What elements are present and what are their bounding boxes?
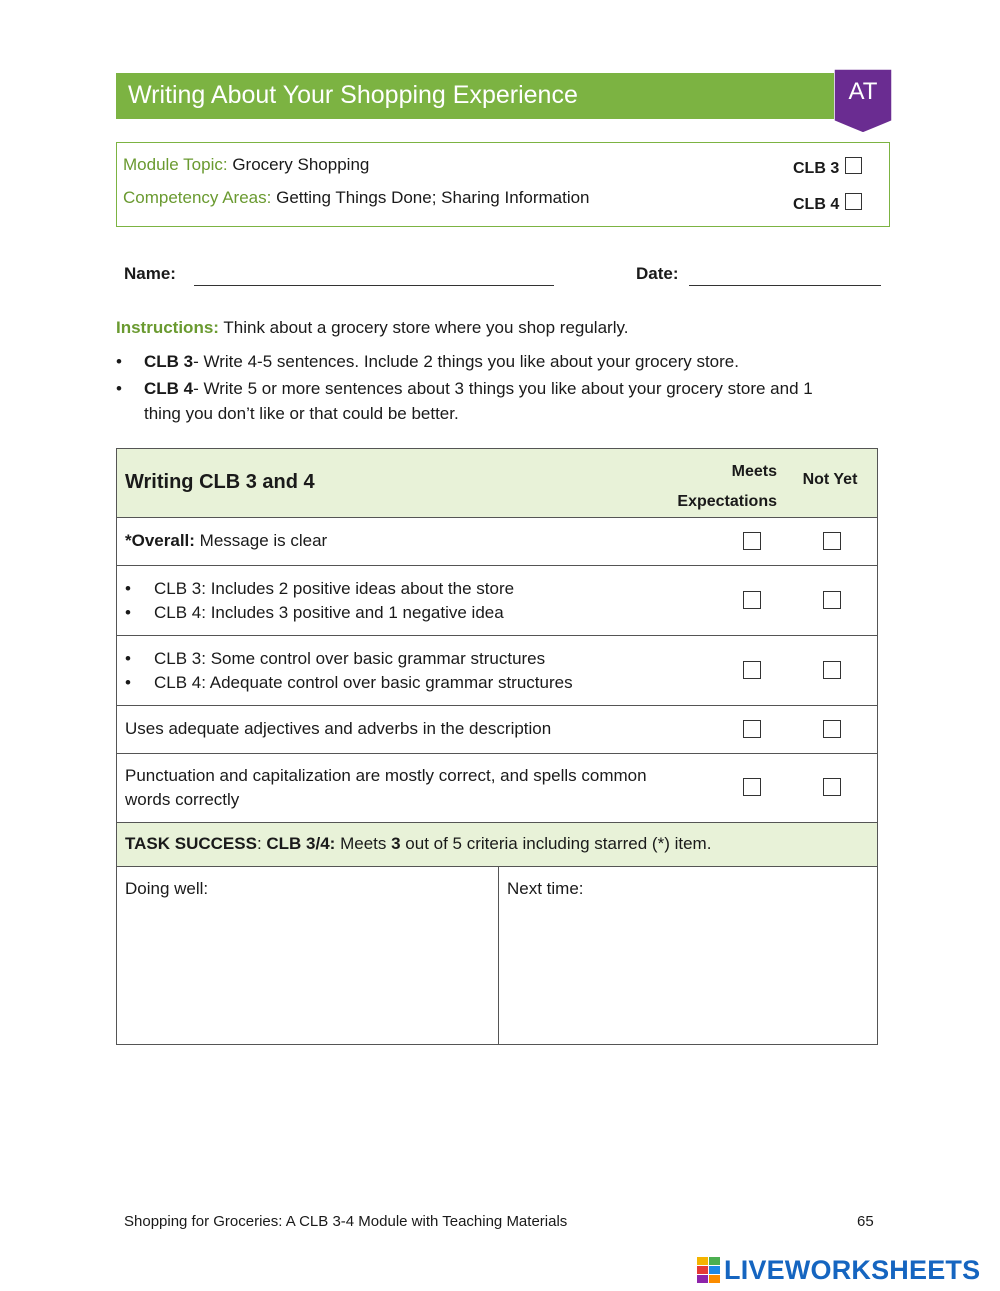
meets-checkbox[interactable] (743, 661, 761, 679)
col-meets-expectations: Meets Expectations (677, 463, 777, 510)
criterion-grammar: • CLB 3: Some control over basic grammar structures • CLB 4: Adequate control over basic grammar structures (125, 649, 573, 692)
clb4-checkbox[interactable] (845, 193, 862, 210)
name-label: Name: (124, 264, 176, 283)
clb3-checkbox[interactable] (845, 157, 862, 174)
meets-checkbox[interactable] (743, 532, 761, 550)
bullet-dot: • (116, 352, 122, 371)
footer-text: Shopping for Groceries: A CLB 3-4 Module with Teaching Materials (124, 1213, 568, 1230)
not-yet-checkbox[interactable] (823, 532, 841, 550)
competency-line (123, 188, 590, 208)
clb4-check (793, 193, 862, 214)
module-topic-label: Module Topic: (123, 155, 228, 174)
not-yet-checkbox[interactable] (823, 591, 841, 609)
date-label: Date: (636, 264, 679, 283)
clb3-check (793, 157, 862, 178)
next-time-box[interactable] (499, 867, 877, 1045)
doing-well-box[interactable] (117, 867, 499, 1045)
title-banner (116, 73, 844, 119)
bullet-dot: • (116, 379, 122, 398)
liveworksheets-wordmark: LIVEWORKSHEETS (724, 1255, 981, 1285)
instructions (116, 318, 628, 338)
next-time-label: Next time: (507, 879, 584, 898)
instructions-label: Instructions: (116, 318, 219, 337)
instructions-text: Think about a grocery store where you shop regularly. (223, 318, 629, 337)
rubric-title: Writing CLB 3 and 4 (125, 471, 315, 493)
instruction-bullet-continuation: thing you don’t like or that could be better. (144, 404, 459, 423)
rubric-table (116, 448, 878, 1045)
date-field[interactable] (689, 285, 881, 286)
page-number: 65 (857, 1213, 874, 1230)
bullet-text: - Write 4-5 sentences. Include 2 things you like about your grocery store. (193, 352, 739, 371)
table-row (117, 566, 877, 636)
clb4-label: CLB 4 (793, 196, 840, 213)
liveworksheets-logo (697, 1255, 997, 1285)
doing-well-label: Doing well: (125, 879, 209, 898)
badge-label: AT (848, 78, 878, 105)
liveworksheets-blocks-icon (697, 1257, 721, 1283)
bullet-text: - Write 5 or more sentences about 3 things you like about your grocery store and 1 (193, 379, 813, 398)
clb3-label: CLB 3 (793, 160, 840, 177)
module-topic-line (123, 155, 369, 175)
name-field[interactable] (194, 285, 554, 286)
criterion-overall: *Overall: Message is clear (125, 531, 328, 550)
competency-label: Competency Areas: (123, 188, 272, 207)
table-row (117, 754, 877, 823)
bullet-level: CLB 3 (144, 352, 194, 371)
competency-value: Getting Things Done; Sharing Information (276, 188, 590, 207)
col-not-yet: Not Yet (802, 471, 858, 488)
table-row (117, 636, 877, 706)
not-yet-checkbox[interactable] (823, 661, 841, 679)
meets-checkbox[interactable] (743, 591, 761, 609)
task-success-text: TASK SUCCESS: CLB 3/4: Meets 3 out of 5 criteria including starred (*) item. (125, 834, 712, 853)
module-info-box (116, 142, 890, 227)
module-topic-value: Grocery Shopping (232, 155, 370, 174)
task-success-row (117, 823, 877, 867)
meets-checkbox[interactable] (743, 720, 761, 738)
at-badge (834, 69, 892, 133)
not-yet-checkbox[interactable] (823, 720, 841, 738)
rubric-header-row (117, 449, 877, 518)
criterion-ideas: • CLB 3: Includes 2 positive ideas about the store • CLB 4: Includes 3 positive and 1 negative idea (125, 579, 515, 622)
table-row (117, 518, 877, 566)
not-yet-checkbox[interactable] (823, 778, 841, 796)
bullet-level: CLB 4 (144, 379, 194, 398)
criterion-punctuation: Punctuation and capitalization are mostly correct, and spells common words correctly (125, 766, 647, 809)
criterion-adjectives: Uses adequate adjectives and adverbs in the description (125, 719, 552, 738)
meets-checkbox[interactable] (743, 778, 761, 796)
table-row (117, 706, 877, 754)
page-title: Writing About Your Shopping Experience (128, 81, 578, 109)
